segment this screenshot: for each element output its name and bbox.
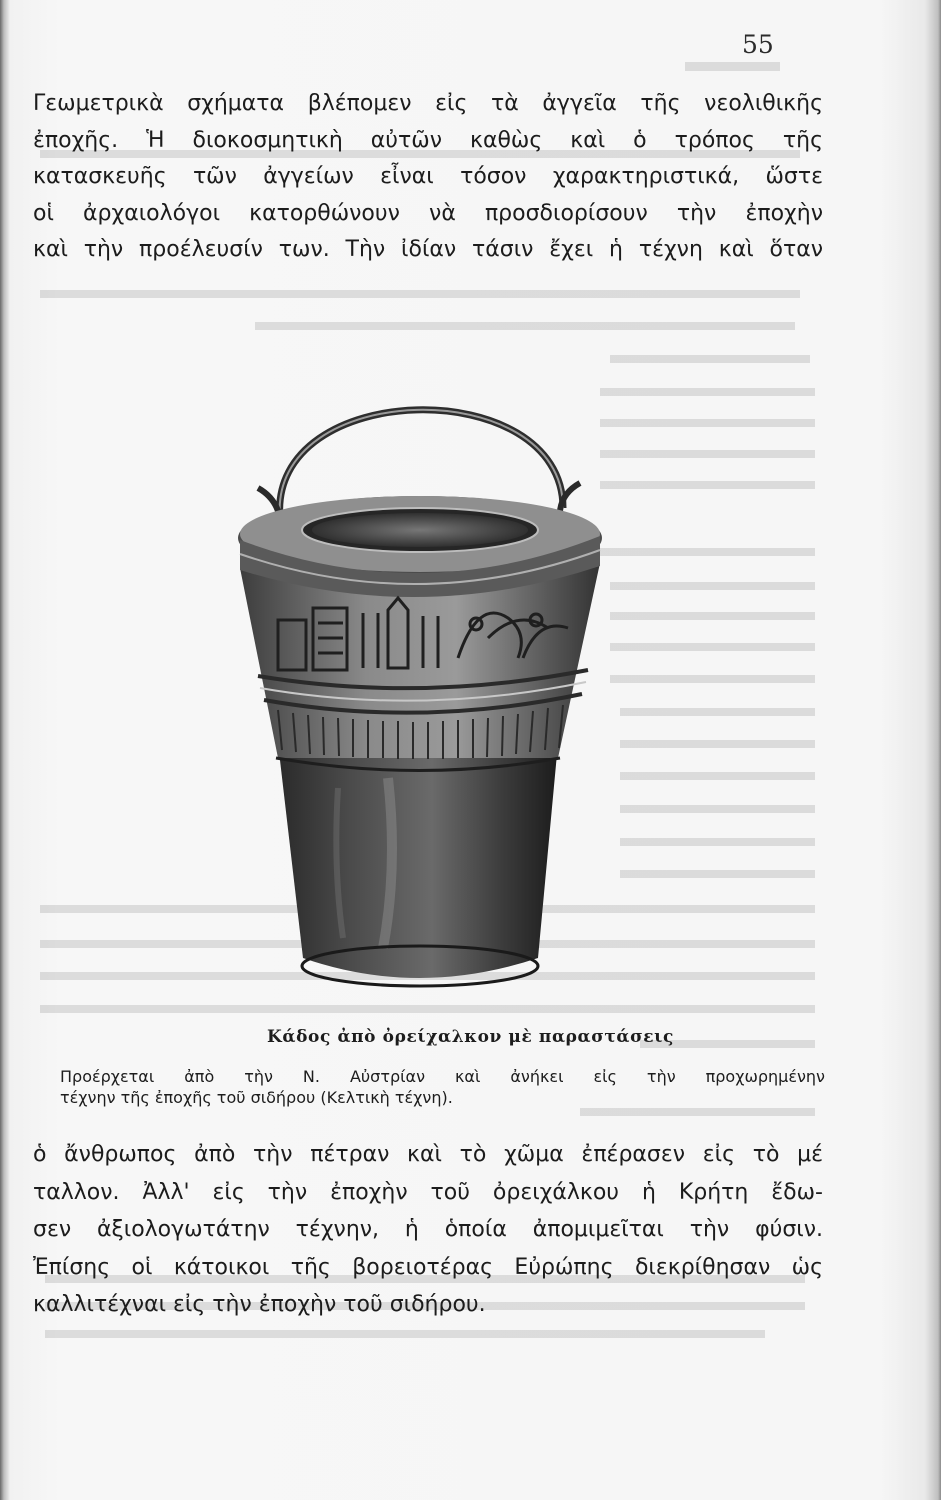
text-line: ἐποχῆς. Ἡ διοκοσμητικὴ αὐτῶν καθὼς καὶ ὁ τρόπος τῆς (33, 127, 823, 153)
figure-caption-title: Κάδος ἀπὸ ὀρείχαλκον μὲ παραστάσεις (267, 1027, 674, 1047)
text-line: ταλλον. Ἀλλ' εἰς τὴν ἐποχὴν τοῦ ὀρειχάλκου ἡ Κρήτη ἔδω- (33, 1179, 823, 1205)
text-line: καὶ τὴν προέλευσίν των. Τὴν ἰδίαν τάσιν ἔχει ἡ τέχνη καὶ ὅταν (33, 237, 823, 262)
paragraph-bottom (33, 1136, 823, 1324)
page-number: 55 (742, 30, 774, 59)
text-line: σεν ἀξιολογωτάτην τέχνην, ἡ ὁποία ἀπομιμεῖται τὴν φύσιν. (33, 1217, 823, 1242)
bronze-bucket-illustration (218, 358, 618, 1018)
text-line: οἱ ἀρχαιολόγοι κατορθώνουν νὰ προσδιορίσουν τὴν ἐποχὴν (33, 200, 823, 226)
text-line: Ἐπίσης οἱ κάτοικοι τῆς βορειοτέρας Εὐρώπης διεκρίθησαν ὡς (33, 1254, 823, 1280)
figure-caption (60, 1066, 825, 1108)
text-line: ὁ ἄνθρωπος ἀπὸ τὴν πέτραν καὶ τὸ χῶμα ἐπέρασεν εἰς τὸ μέ (33, 1142, 823, 1167)
text-line: καλλιτέχναι εἰς τὴν ἐποχὴν τοῦ σιδήρου. (33, 1292, 486, 1317)
paragraph-top (33, 86, 823, 269)
caption-line: τέχνην τῆς ἐποχῆς τοῦ σιδήρου (Κελτικὴ τέχνη). (60, 1088, 453, 1107)
caption-line: Προέρχεται ἀπὸ τὴν Ν. Αὐστρίαν καὶ ἀνήκει εἰς τὴν προχωρημένην (60, 1067, 825, 1086)
text-line: κατασκευῆς τῶν ἀγγείων εἶναι τόσον χαρακτηριστικά, ὥστε (33, 164, 823, 189)
text-line: Γεωμετρικὰ σχήματα βλέπομεν εἰς τὰ ἀγγεῖα τῆς νεολιθικῆς (33, 91, 823, 116)
